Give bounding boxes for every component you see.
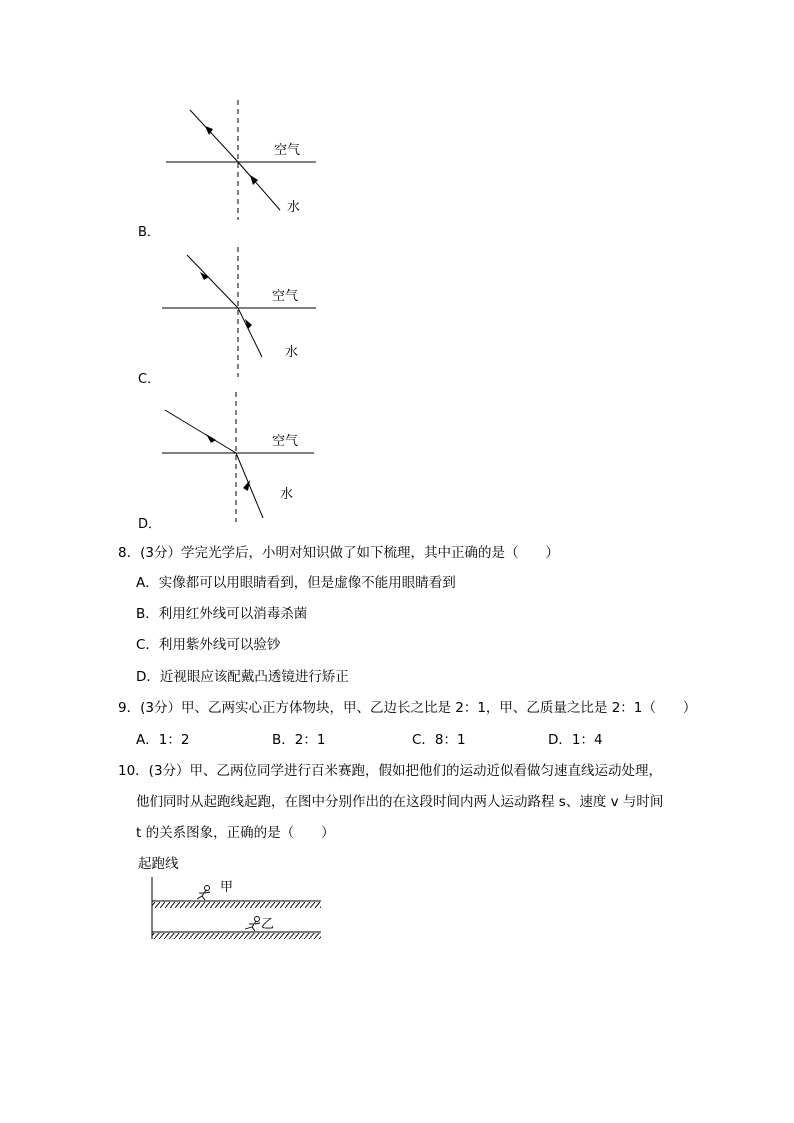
diagram-b — [150, 95, 330, 225]
diagram-d — [150, 390, 330, 525]
ray-in-air — [187, 255, 238, 308]
race-track-figure — [145, 872, 330, 947]
start-line-label: 起跑线 — [138, 856, 179, 872]
ray-in-air — [165, 410, 236, 453]
runner-b-icon — [245, 917, 260, 932]
q10-line-1: 10．(3分）甲、乙两位同学进行百米赛跑，假如把他们的运动近似看做匀速直线运动处理， — [118, 763, 663, 779]
q9-option-a: A．1：2 — [136, 732, 190, 748]
q8-option-c: C．利用紫外线可以验钞 — [136, 637, 281, 653]
q9-stem: 9．(3分）甲、乙两实心正方体物块，甲、乙边长之比是 2：1，甲、乙质量之比是 2：1（ ） — [118, 700, 697, 716]
lane-divider-hatch — [152, 902, 321, 908]
runner-b-label: 乙 — [261, 917, 275, 932]
water-label: 水 — [280, 487, 294, 502]
air-label: 空气 — [272, 434, 299, 449]
q10-line-2: 他们同时从起跑线起跑，在图中分别作出的在这段时间内两人运动路程 s、速度 v 与时间 — [136, 794, 664, 810]
q9-option-d: D．1：4 — [548, 732, 603, 748]
air-label: 空气 — [272, 289, 299, 304]
water-label: 水 — [287, 200, 301, 215]
ray-in-water — [238, 308, 262, 357]
q8-stem: 8．(3分）学完光学后，小明对知识做了如下梳理，其中正确的是（ ） — [118, 545, 559, 561]
air-label: 空气 — [274, 143, 301, 158]
q9-option-c: C．8：1 — [412, 732, 466, 748]
ray-in-water — [236, 453, 263, 518]
option-d-label: D． — [138, 517, 162, 532]
arrow-water — [243, 480, 250, 491]
ray-in-water — [238, 162, 280, 210]
q9-option-b: B．2：1 — [272, 732, 326, 748]
q8-option-d: D．近视眼应该配戴凸透镜进行矫正 — [136, 669, 349, 685]
runner-a-icon — [197, 886, 210, 901]
q8-option-b: B．利用红外线可以消毒杀菌 — [136, 606, 308, 622]
diagram-c — [150, 245, 330, 380]
arrow-air — [206, 434, 216, 443]
option-c-label: C． — [138, 372, 161, 387]
q8-option-a: A．实像都可以用眼睛看到，但是虚像不能用眼睛看到 — [136, 575, 456, 591]
ray-in-air — [190, 110, 238, 162]
track-bottom-hatch — [152, 933, 321, 939]
option-b-label: B． — [138, 225, 160, 240]
runner-a-label: 甲 — [220, 880, 234, 895]
q10-line-3: t 的关系图象，正确的是（ ） — [136, 825, 335, 841]
water-label: 水 — [285, 345, 299, 360]
